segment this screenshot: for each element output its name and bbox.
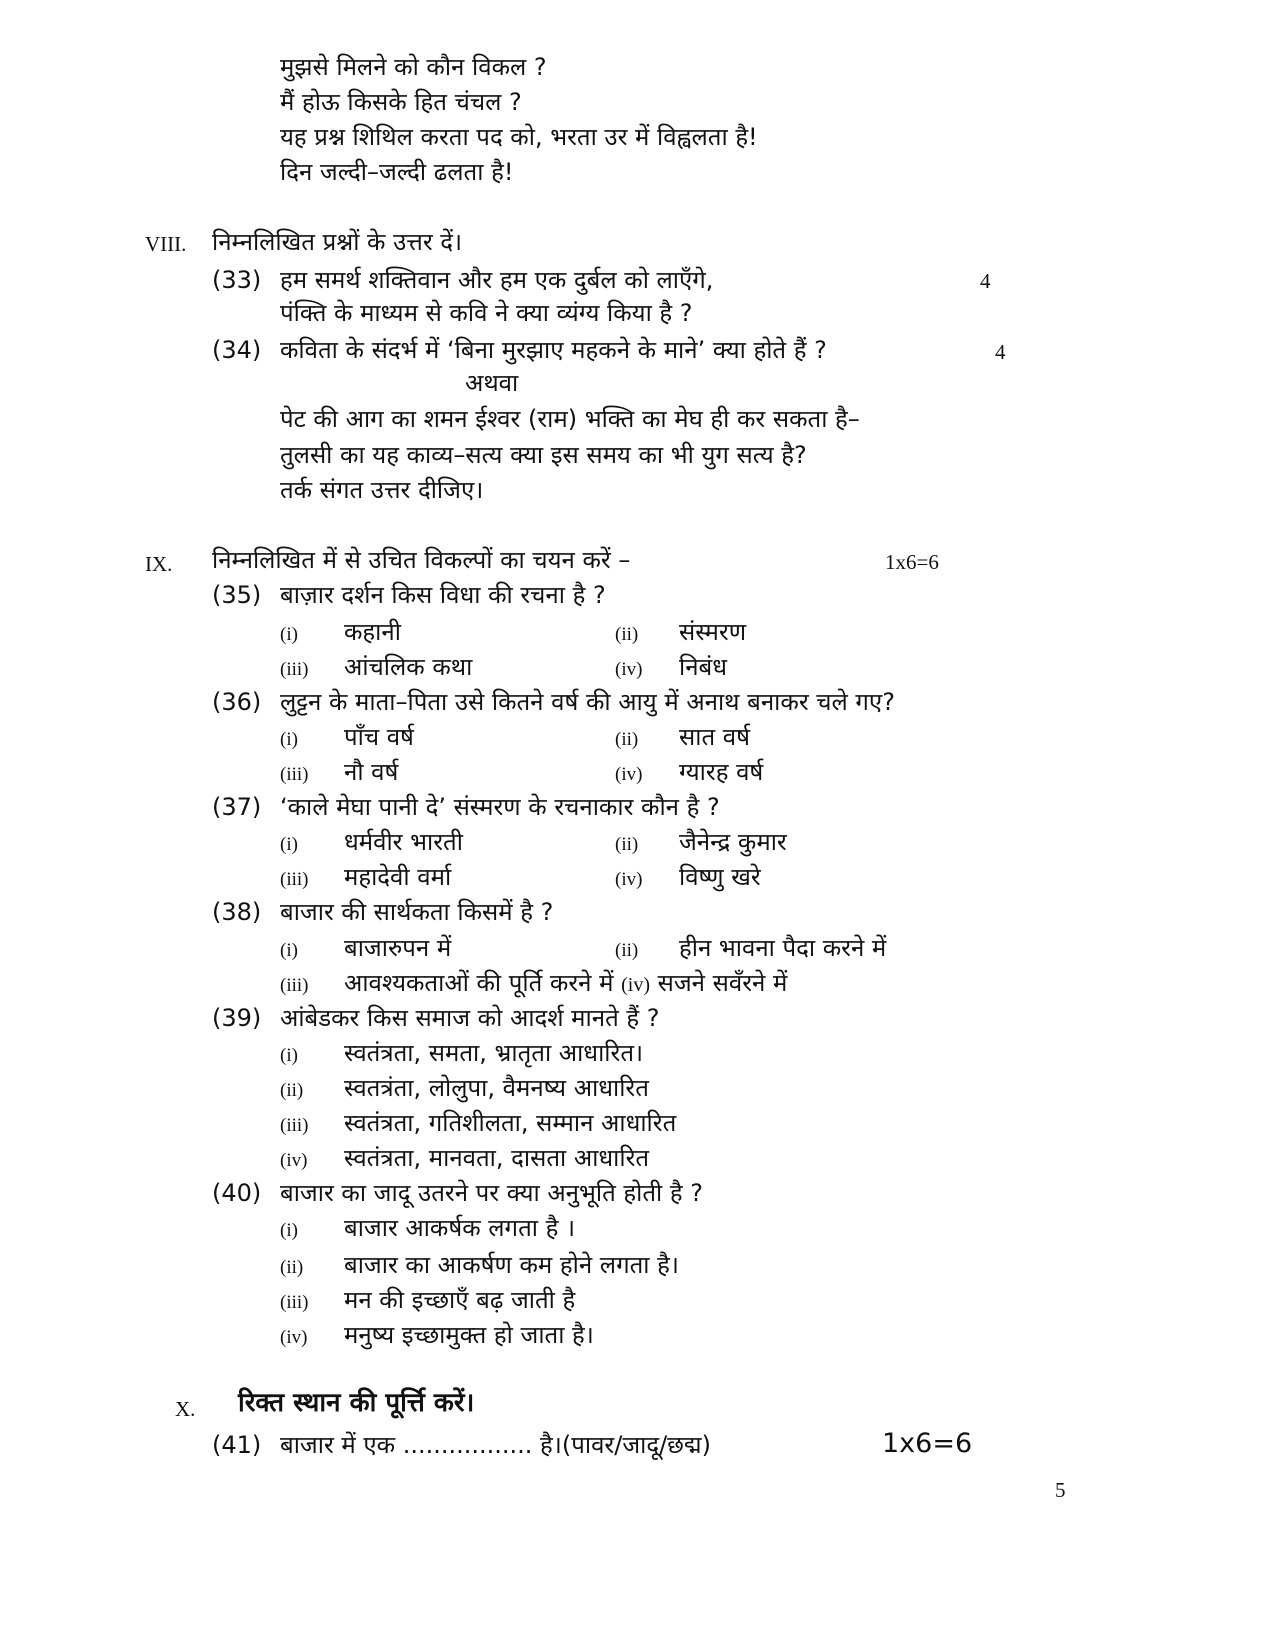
poem-line: मैं होऊ किसके हित चंचल ? [280,88,522,116]
option: (iii) स्वतंत्रता, गतिशीलता, सम्मान आधारित [280,1109,677,1137]
question-text: बाजार की सार्थकता किसमें है ? [280,898,554,926]
option: (iv) मनुष्य इच्छामुक्त हो जाता है। [280,1321,594,1349]
option: (iv) निबंध [615,653,727,681]
poem-line: यह प्रश्न शिथिल करता पद को, भरता उर में विह्वलता है! [280,123,758,151]
poem-line: दिन जल्दी–जल्दी ढलता है! [280,158,514,186]
question-number: (40) [212,1179,262,1207]
section-marks: 1x6=6 [885,550,939,574]
option: (i) धर्मवीर भारती [280,828,463,856]
section-title: निम्नलिखित में से उचित विकल्पों का चयन करें – [212,546,631,574]
question-number: (37) [212,793,262,821]
option: (iii) आंचलिक कथा [280,653,473,681]
question-text: पंक्ति के माध्यम से कवि ने क्या व्यंग्य किया है ? [280,299,693,327]
question-text: तर्क संगत उत्तर दीजिए। [280,476,484,504]
question-number: (38) [212,898,262,926]
question-text: बाजार में एक ................. है।(पावर/जादू/छद्म) [280,1431,711,1459]
option: (ii) संस्मरण [615,618,747,646]
option: (i) बाजार आकर्षक लगता है । [280,1214,576,1242]
question-marks: 4 [995,340,1006,364]
question-text: बाज़ार दर्शन किस विधा की रचना है ? [280,581,606,609]
question-number: (36) [212,688,262,716]
question-number: (34) [212,336,262,364]
or-label: अथवा [465,369,519,397]
question-text: कविता के संदर्भ में ‘बिना मुरझाए महकने के माने’ क्या होते हैं ? [280,336,827,364]
question-number: (41) [212,1431,262,1459]
option: (iii) आवश्यकताओं की पूर्ति करने में (iv) सजने सवँरने में [280,969,788,997]
option: (iii) नौ वर्ष [280,758,399,786]
question-text: बाजार का जादू उतरने पर क्या अनुभूति होती है ? [280,1179,703,1207]
question-number: (35) [212,581,262,609]
option: (iii) महादेवी वर्मा [280,863,452,891]
option: (ii) बाजार का आकर्षण कम होने लगता है। [280,1251,679,1279]
page-number: 5 [1055,1478,1066,1502]
option: (i) कहानी [280,618,401,646]
poem-line: मुझसे मिलने को कौन विकल ? [280,53,547,81]
question-marks: 4 [980,269,991,293]
option: (i) स्वतंत्रता, समता, भ्रातृता आधारित। [280,1039,644,1067]
option: (iv) ग्यारह वर्ष [615,758,764,786]
section-label: IX. [145,552,173,576]
option: (ii) स्वतत्रंता, लोलुपा, वैमनष्य आधारित [280,1074,649,1102]
question-text: आंबेडकर किस समाज को आदर्श मानते हैं ? [280,1004,660,1032]
option: (iv) विष्णु खरे [615,863,761,891]
option: (iii) मन की इच्छाएँ बढ़ जाती है [280,1286,576,1314]
section-marks: 1x6=6 [882,1428,973,1459]
option: (ii) जैनेन्द्र कुमार [615,828,787,856]
option: (i) बाजारुपन में [280,934,452,962]
section-title: निम्नलिखित प्रश्नों के उत्तर दें। [212,228,463,256]
option: (iv) स्वतंत्रता, मानवता, दासता आधारित [280,1144,650,1172]
question-number: (33) [212,266,262,294]
question-text: तुलसी का यह काव्य–सत्य क्या इस समय का भी युग सत्य है? [280,441,807,469]
option: (ii) हीन भावना पैदा करने में [615,934,887,962]
question-text: ‘काले मेघा पानी दे’ संस्मरण के रचनाकार कौन है ? [280,793,720,821]
section-label: VIII. [145,232,187,256]
question-text: पेट की आग का शमन ईश्वर (राम) भक्ति का मेघ ही कर सकता है– [280,405,860,433]
option: (ii) सात वर्ष [615,723,750,751]
question-number: (39) [212,1004,262,1032]
question-text: लुट्टन के माता–पिता उसे कितने वर्ष की आयु में अनाथ बनाकर चले गए? [280,688,895,716]
section-title: रिक्त स्थान की पूर्त्ति करें। [238,1388,475,1418]
question-text: हम समर्थ शक्तिवान और हम एक दुर्बल को लाएँगे, [280,266,714,294]
option: (i) पाँच वर्ष [280,723,414,751]
section-label: X. [175,1397,196,1421]
